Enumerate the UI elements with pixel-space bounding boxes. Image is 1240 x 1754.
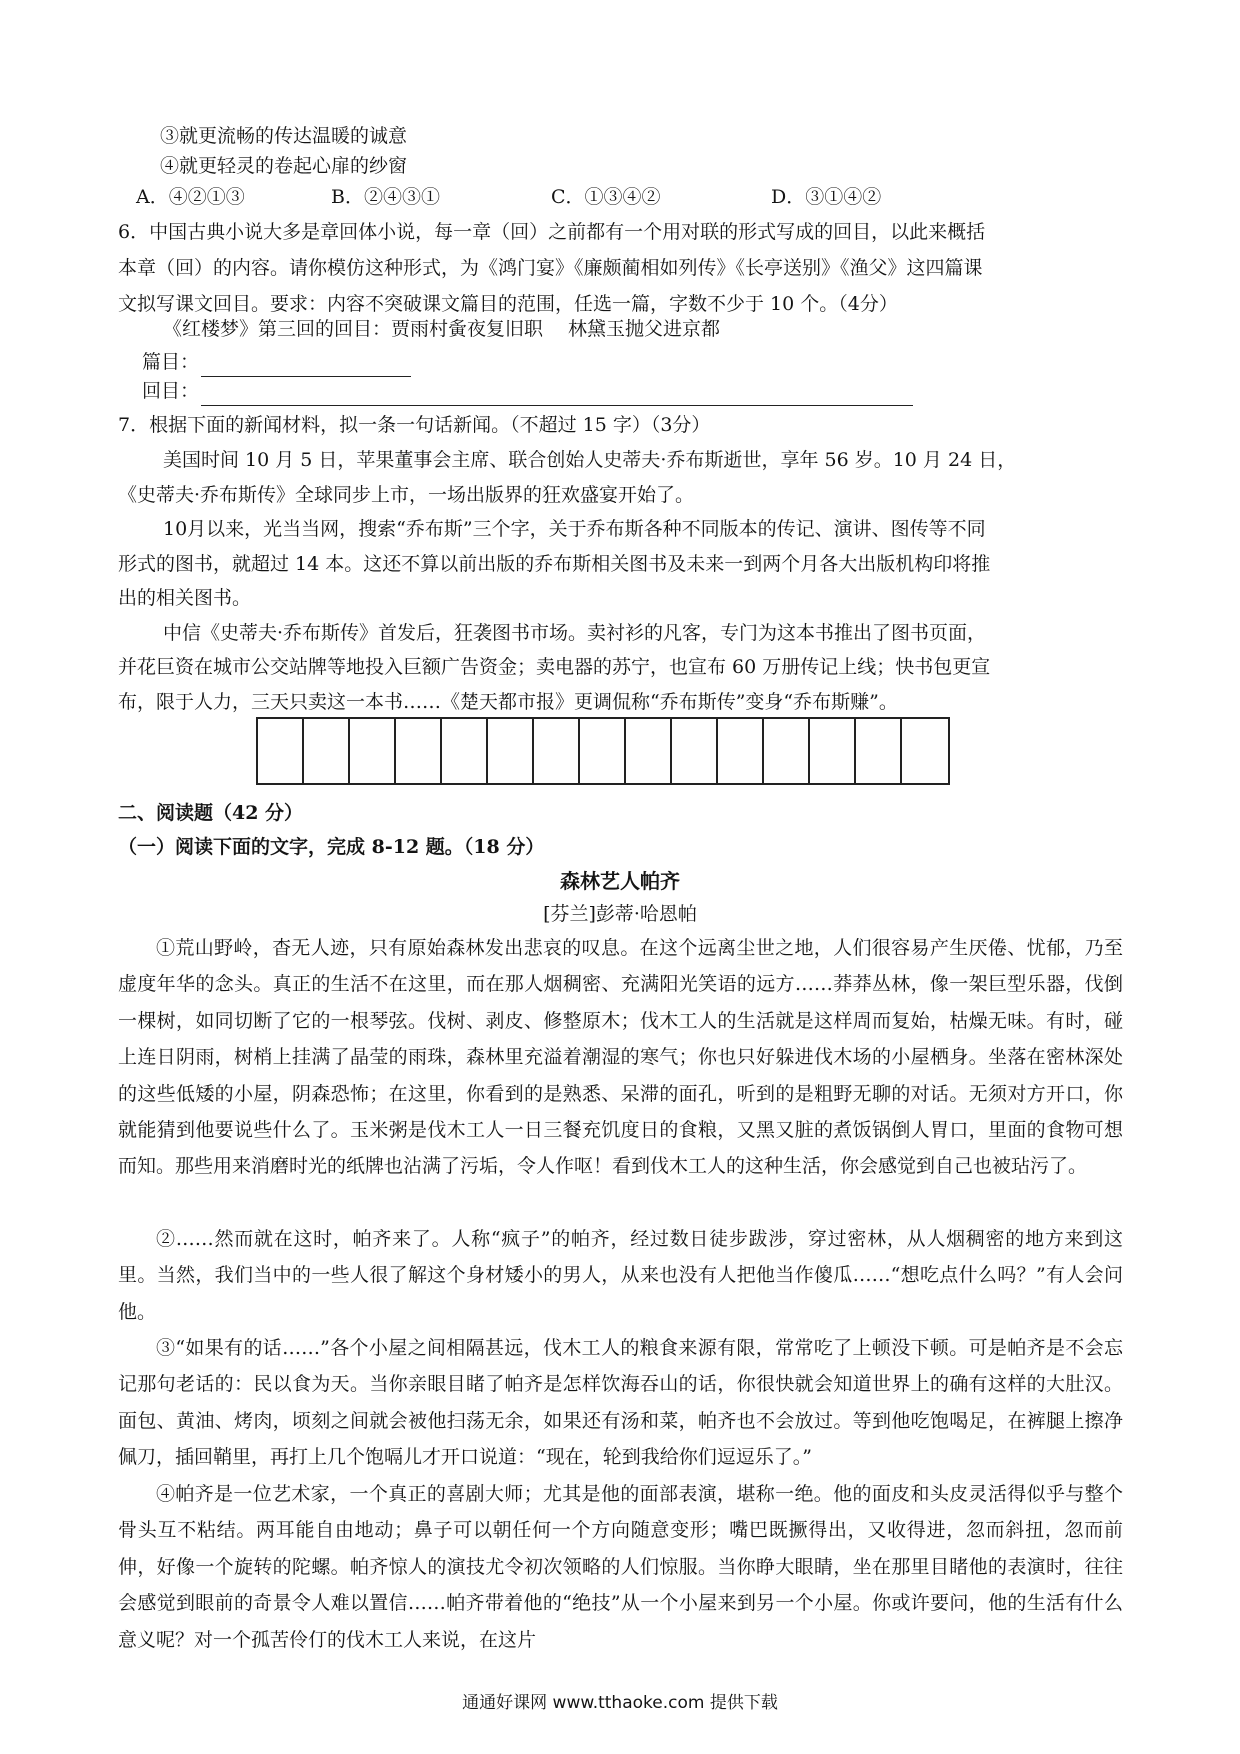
q5-item-3: ③就更流畅的传达温暖的诚意	[160, 125, 408, 147]
answer-cell[interactable]	[350, 719, 396, 783]
article-paragraph-1: ①荒山野岭，杳无人迹，只有原始森林发出悲哀的叹息。在这个远离尘世之地，人们很容易产生厌倦、忧郁，乃至虚度年华的念头。真正的生活不在这里，而在那人烟稠密、充满阳光笑语的远方……莽莽丛林，像一架巨型乐器，伐倒一棵树，如同切断了它的一根琴弦。伐树、剥皮、修整原木；伐木工人的生活就是这样周而复始，枯燥无味。有时，碰上连日阴雨，树梢上挂满了晶莹的雨珠，森林里充溢着潮湿的寒气；你也只好躲进伐木场的小屋栖身。坐落在密林深处的这些低矮的小屋，阴森恐怖；在这里，你看到的是熟悉、呆滞的面孔，听到的是粗野无聊的对话。无须对方开口，你就能猜到他要说些什么了。玉米粥是伐木工人一日三餐充饥度日的食粮，又黑又脏的煮饭锅倒人胃口，里面的食物可想而知。那些用来消磨时光的纸牌也沾满了污垢，令人作呕！看到伐木工人的这种生活，你会感觉到自己也被玷污了。	[118, 937, 1123, 1178]
article-paragraph-4: ④帕齐是一位艺术家，一个真正的喜剧大师；尤其是他的面部表演，堪称一绝。他的面皮和头皮灵活得似乎与整个骨头互不粘结。两耳能自由地动；鼻子可以朝任何一个方向随意变形；嘴巴既撅得出，又收得进，忽而斜扭，忽而前伸，好像一个旋转的陀螺。帕齐惊人的演技尤令初次领略的人们惊服。当你睁大眼睛，坐在那里目睹他的表演时，往往会感觉到眼前的奇景令人难以置信……帕齐带着他的“绝技”从一个小屋来到另一个小屋。你或许要问，他的生活有什么意义呢？对一个孤苦伶仃的伐木工人来说，在这片	[118, 1483, 1123, 1651]
section-2-heading: 二、阅读题（42 分）	[118, 802, 304, 824]
answer-cell[interactable]	[442, 719, 488, 783]
q5-option-c: C．①③④②	[551, 186, 661, 208]
q7-title: 7．根据下面的新闻材料，拟一条一句话新闻。（不超过 15 字）（3分）	[118, 414, 711, 436]
article-paragraph-3: ③“如果有的话……”各个小屋之间相隔甚远，伐木工人的粮食来源有限，常常吃了上顿没下顿。可是帕齐是不会忘记那句老话的：民以食为天。当你亲眼目睹了帕齐是怎样饮海吞山的话，你很快就会知道世界上的确有这样的大肚汉。面包、黄油、烤肉，顷刻之间就会被他扫荡无余，如果还有汤和菜，帕齐也不会放过。等到他吃饱喝足，在裤腿上擦净佩刀，插回鞘里，再打上几个饱嗝儿才开口说道：“现在，轮到我给你们逗逗乐了。”	[118, 1337, 1123, 1469]
q7-p3-line-3: 布，限于人力，三天只卖这一本书……《楚天都市报》更调侃称“乔布斯传”变身“乔布斯赚”。	[118, 691, 898, 713]
q5-option-a: A．④②①③	[136, 186, 245, 208]
q6-pianmu-row	[142, 347, 411, 377]
page-footer: 通通好课网 www.tthaoke.com 提供下载	[462, 1693, 778, 1713]
answer-cell[interactable]	[672, 719, 718, 783]
huimu-answer-line[interactable]	[201, 381, 913, 406]
q5-options	[136, 182, 881, 212]
pianmu-label: 篇目：	[142, 351, 200, 373]
q6-line-2: 本章（回）的内容。请你模仿这种形式，为《鸿门宴》《廉颇蔺相如列传》《长亭送别》《渔父》这四篇课	[118, 257, 983, 279]
answer-cell[interactable]	[534, 719, 580, 783]
q7-p1-line-1: 美国时间 10 月 5 日，苹果董事会主席、联合创始人史蒂夫·乔布斯逝世，享年 56 岁。10 月 24 日，	[163, 449, 1017, 471]
q7-p3-line-2: 并花巨资在城市公交站牌等地投入巨额广告资金；卖电器的苏宁，也宣布 60 万册传记上线；快书包更宣	[118, 656, 991, 678]
q6-huimu-row	[142, 376, 913, 406]
q7-p3-line-1: 中信《史蒂夫·乔布斯传》首发后，狂袭图书市场。卖衬衫的凡客，专门为这本书推出了图书页面，	[163, 622, 987, 644]
answer-cell[interactable]	[626, 719, 672, 783]
section-2-subheading: （一）阅读下面的文字，完成 8-12 题。（18 分）	[118, 836, 545, 858]
huimu-label: 回目：	[142, 380, 200, 402]
article-title: 森林艺人帕齐	[560, 869, 680, 893]
q5-option-d: D．③①④②	[771, 186, 882, 208]
answer-cell[interactable]	[810, 719, 856, 783]
pianmu-answer-line[interactable]	[201, 352, 411, 377]
q5-option-b: B．②④③①	[331, 186, 440, 208]
answer-cell[interactable]	[902, 719, 948, 783]
answer-cell[interactable]	[396, 719, 442, 783]
q7-p1-line-2: 《史蒂夫·乔布斯传》全球同步上市，一场出版界的狂欢盛宴开始了。	[118, 484, 695, 506]
answer-cell[interactable]	[764, 719, 810, 783]
q6-line-1: 6．中国古典小说大多是章回体小说，每一章（回）之前都有一个用对联的形式写成的回目，以此来概括	[118, 221, 986, 243]
q7-p2-line-1: 10月以来，光当当网，搜索“乔布斯”三个字，关于乔布斯各种不同版本的传记、演讲、图传等不同	[163, 518, 986, 540]
answer-cell[interactable]	[304, 719, 350, 783]
q7-answer-grid[interactable]	[256, 717, 950, 785]
q7-p2-line-2: 形式的图书，就超过 14 本。这还不算以前出版的乔布斯相关图书及未来一到两个月各大出版机构印将推	[118, 553, 991, 575]
q5-item-4: ④就更轻灵的卷起心扉的纱窗	[160, 155, 408, 177]
q6-example: 《红楼梦》第三回的回目：贾雨村夤夜复旧职 林黛玉抛父进京都	[163, 318, 721, 340]
q7-p2-line-3: 出的相关图书。	[118, 587, 252, 609]
answer-cell[interactable]	[488, 719, 534, 783]
answer-cell[interactable]	[718, 719, 764, 783]
article-author: [芬兰]彭蒂·哈恩帕	[543, 903, 697, 925]
answer-cell[interactable]	[258, 719, 304, 783]
article-paragraph-2: ②……然而就在这时，帕齐来了。人称“疯子”的帕齐，经过数日徒步跋涉，穿过密林，从人烟稠密的地方来到这里。当然，我们当中的一些人很了解这个身材矮小的男人，从来也没有人把他当作傻瓜……“想吃点什么吗？”有人会问他。	[118, 1228, 1123, 1323]
q6-line-3: 文拟写课文回目。要求：内容不突破课文篇目的范围，任选一篇，字数不少于 10 个。（4分）	[118, 293, 898, 315]
answer-cell[interactable]	[580, 719, 626, 783]
answer-cell[interactable]	[856, 719, 902, 783]
